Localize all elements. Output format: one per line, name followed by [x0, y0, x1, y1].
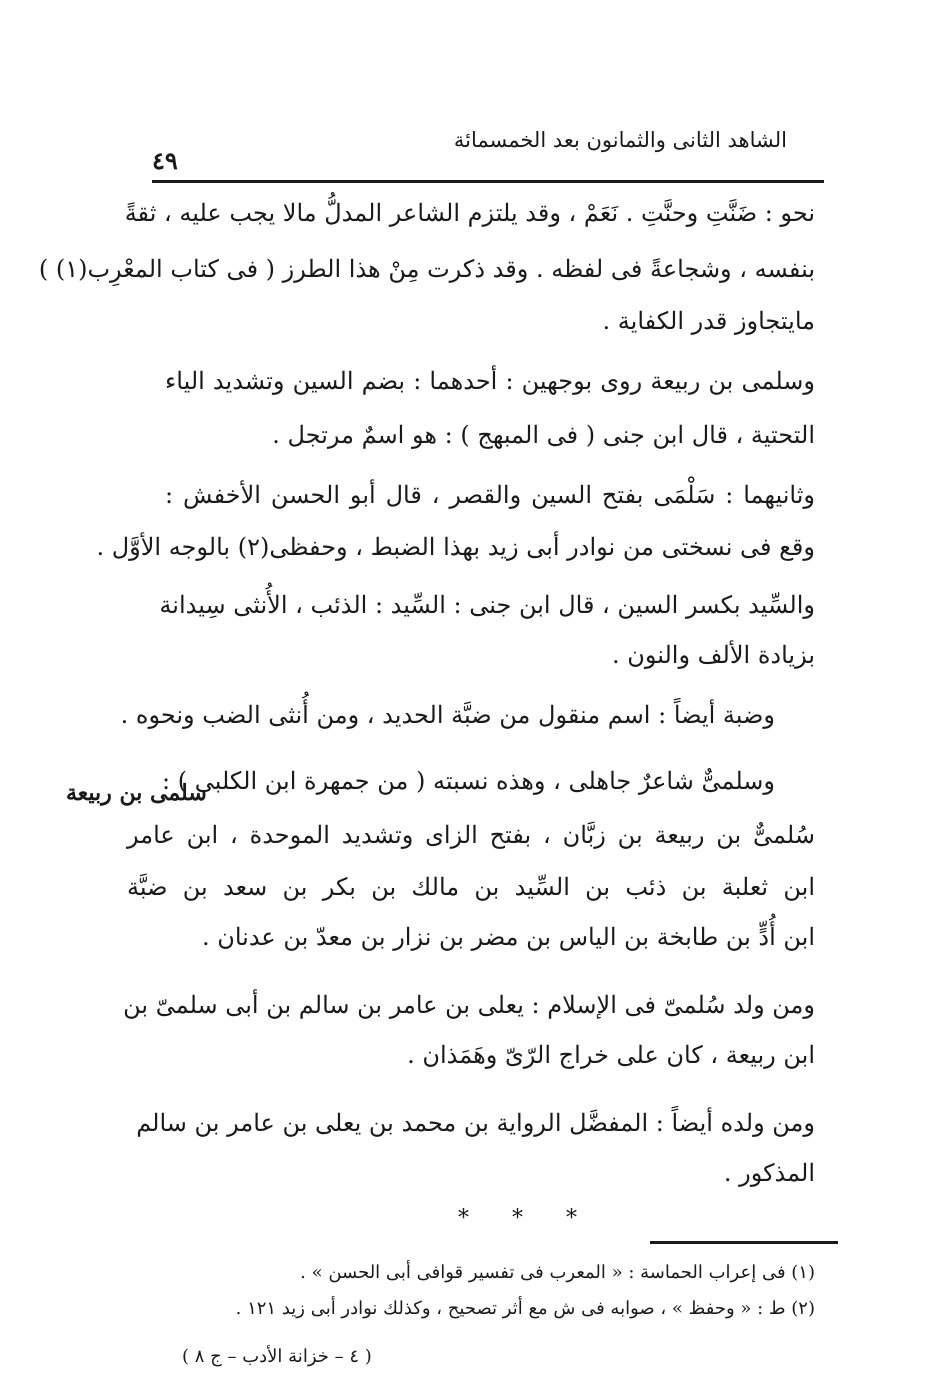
paragraph-4-line-1: والسِّيد بكسر السين ، قال ابن جنى : السِّيد : الذئب ، الأُنثى سِيدانة	[159, 591, 815, 619]
paragraph-3-line-1: وثانيهما : سَلْمَى بفتح السين والقصر ، قال أبو الحسن الأخفش :	[165, 481, 816, 509]
footnote-rule	[650, 1241, 838, 1244]
paragraph-4-line-2: بزيادة الألف والنون .	[611, 641, 815, 669]
footnote-1: (١) فى إعراب الحماسة : « المعرب فى تفسير قوافى أبى الحسن » .	[300, 1262, 815, 1283]
paragraph-1-line-1: نحو : ضَنَّتِ وحنَّتِ . نَعَمْ ، وقد يلتزم الشاعر المدلُّ مالا يجب عليه ، ثقةً	[124, 199, 815, 227]
paragraph-6-line-3: ابن ثعلبة بن ذئب بن السِّيد بن مالك بن بكر بن سعد بن ضبَّة	[127, 873, 815, 901]
paragraph-7-line-1: ومن ولد سُلمىّ فى الإسلام : يعلى بن عامر بن سالم بن أبى سلمىّ بن	[123, 991, 815, 1019]
margin-note: سلمى بن ربيعة	[66, 780, 207, 806]
paragraph-5-line-1: وضبة أيضاً : اسم منقول من ضبَّة الحديد ، ومن أُنثى الضب ونحوه .	[120, 701, 775, 729]
header-rule	[152, 180, 824, 183]
paragraph-2-line-1: وسلمى بن ربيعة روى بوجهين : أحدهما : بضم السين وتشديد الياء	[165, 367, 815, 395]
paragraph-8-line-2: المذكور .	[723, 1159, 815, 1187]
paragraph-3-line-2: وقع فى نسختى من نوادر أبى زيد بهذا الضبط ، وحفظى(٢) بالوجه الأوَّل .	[96, 533, 815, 561]
section-separator: * * *	[458, 1206, 595, 1231]
paragraph-1-line-3: مايتجاوز قدر الكفاية .	[602, 307, 815, 335]
paragraph-2-line-2: التحتية ، قال ابن جنى ( فى المبهج ) : هو اسمٌ مرتجل .	[272, 421, 815, 449]
paragraph-6-line-2: سُلمىٌّ بن ربيعة بن زبَّان ، بفتح الزاى وتشديد الموحدة ، ابن عامر	[127, 821, 815, 849]
paragraph-1-line-2: بنفسه ، وشجاعةً فى لفظه . وقد ذكرت مِنْ هذا الطرز ( فى كتاب المعْرِب(١) )	[38, 255, 815, 283]
paragraph-6-line-1: وسلمىٌّ شاعرٌ جاهلى ، وهذه نسبته ( من جمهرة ابن الكلبى ) :	[162, 767, 775, 795]
paragraph-8-line-1: ومن ولده أيضاً : المفضَّل الرواية بن محمد بن يعلى بن عامر بن سالم	[136, 1109, 815, 1137]
paragraph-7-line-2: ابن ربيعة ، كان على خراج الرّىّ وهَمَذان .	[407, 1041, 815, 1069]
footnote-2: (٢) ط : « وحفظ » ، صوابه فى ش مع أثر تصحيح ، وكذلك نوادر أبى زيد ١٢١ .	[235, 1298, 815, 1319]
running-header-title: الشاهد الثانى والثمانون بعد الخمسمائة	[453, 128, 787, 152]
signature-mark: ( ٤ – خزانة الأدب – ج ٨ )	[182, 1346, 372, 1367]
paragraph-6-line-4: ابن أُدٍّ بن طابخة بن الياس بن مضر بن نزار بن معدّ بن عدنان .	[201, 923, 815, 951]
page-number: ٤٩	[152, 146, 178, 175]
